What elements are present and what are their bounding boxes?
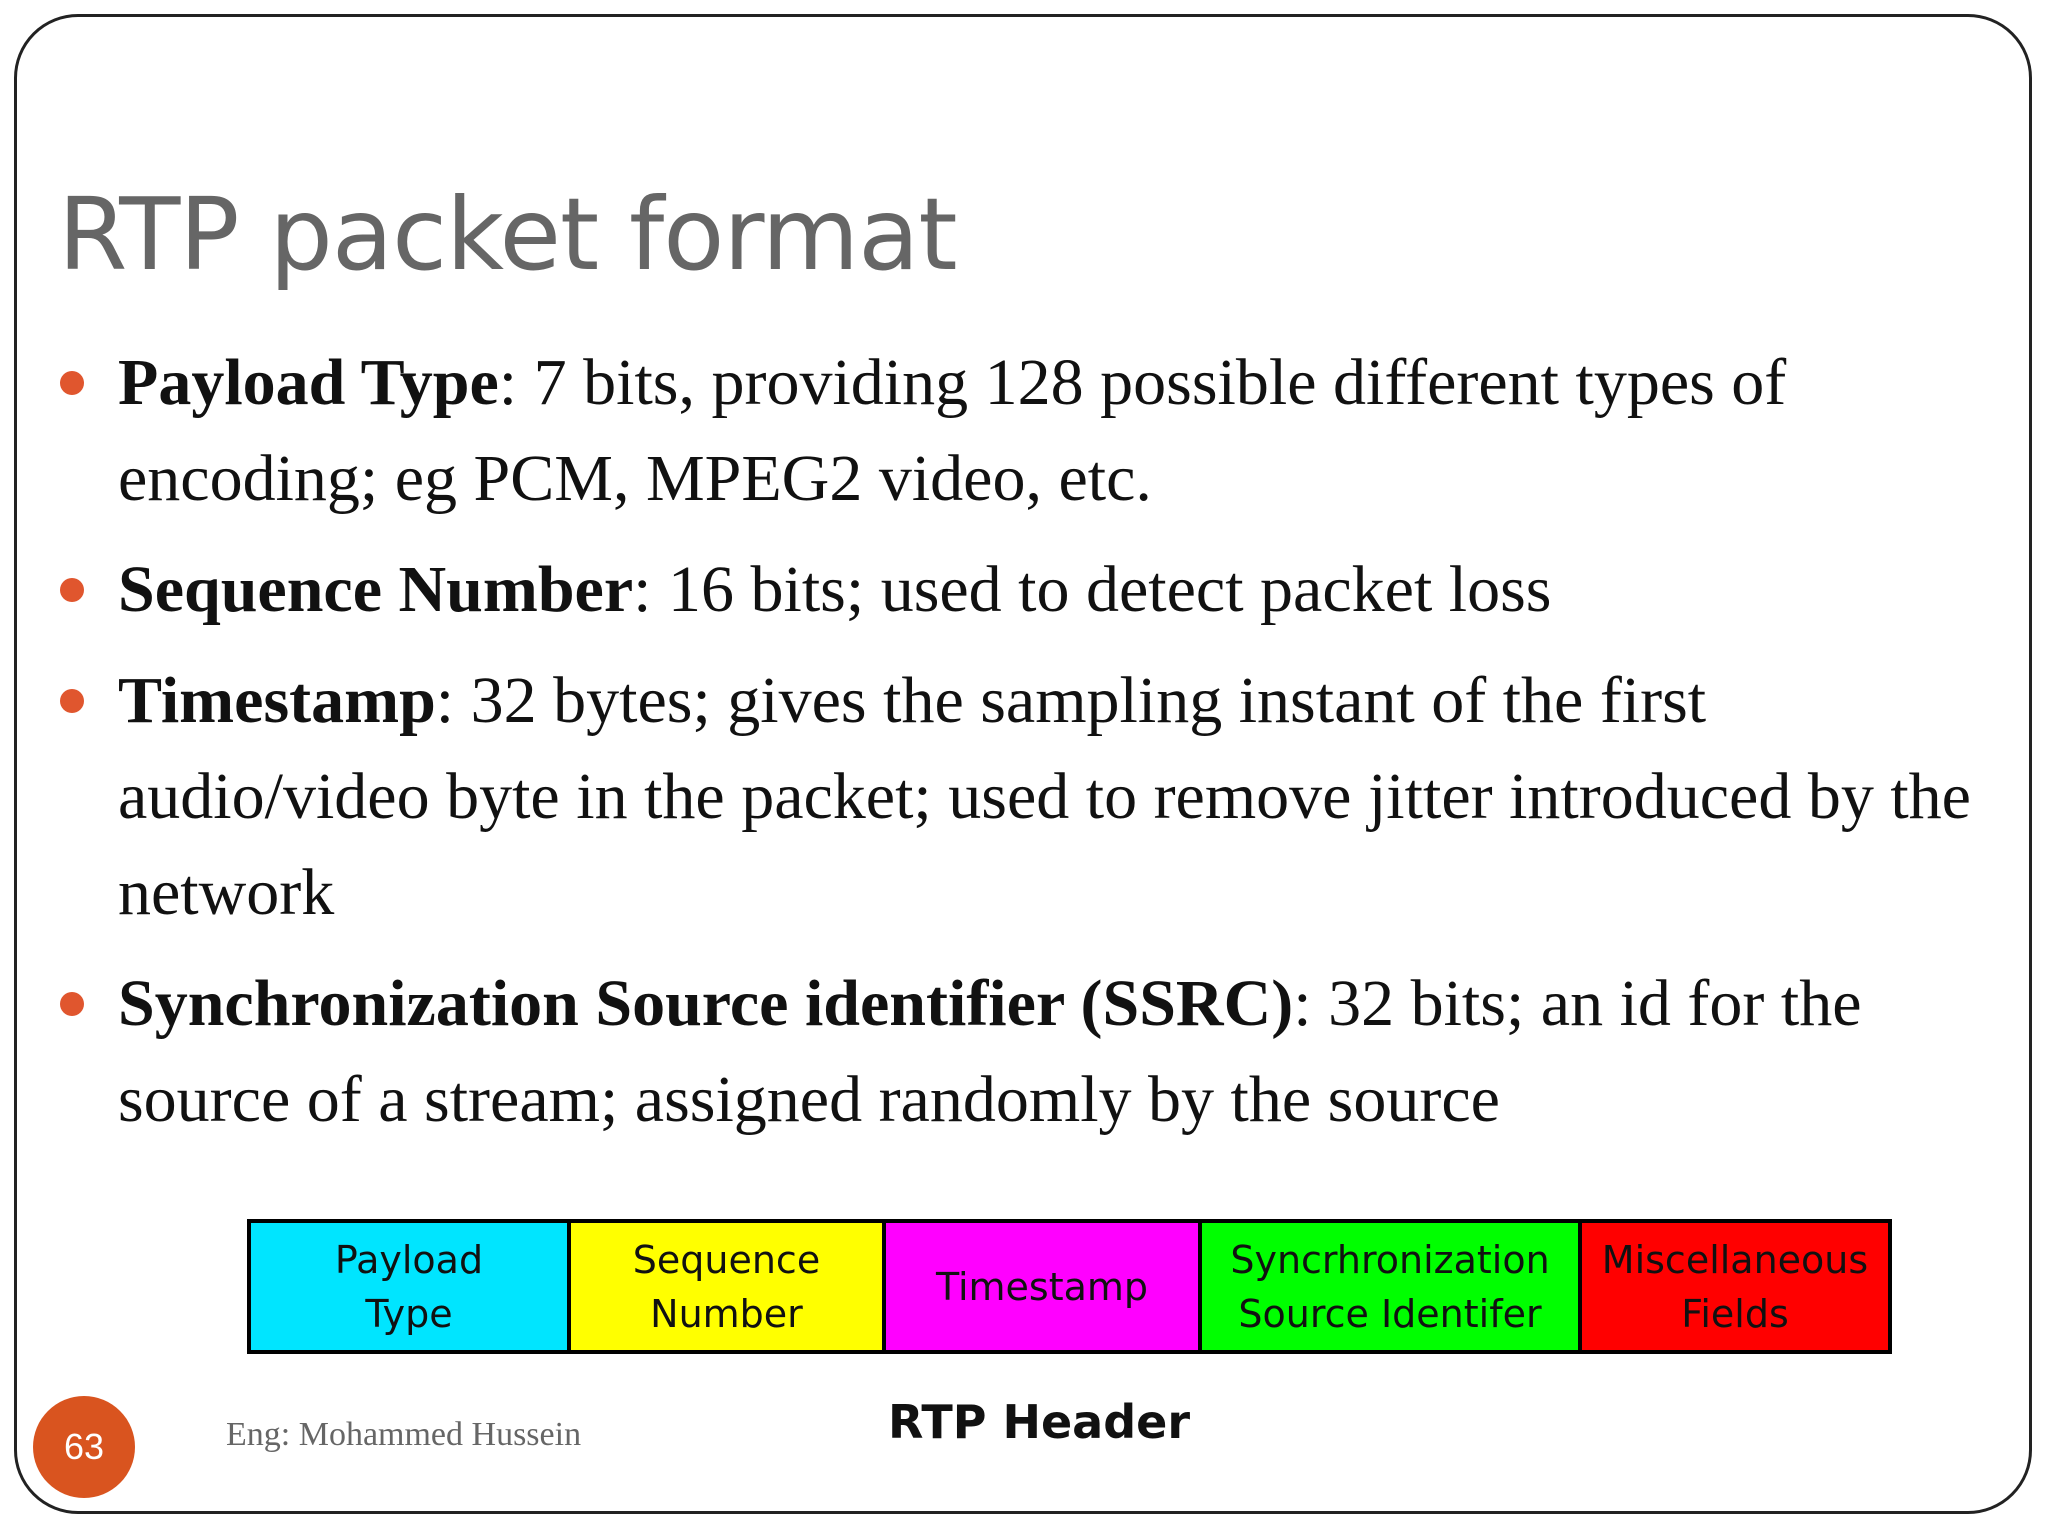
field-label: Sequence Number — [632, 1237, 821, 1336]
page-number-badge — [33, 1396, 135, 1498]
field-timestamp — [886, 1223, 1202, 1350]
bullet-text: : 7 bits, providing 128 possible different types of encoding; eg PCM, MPEG2 video, etc. — [118, 346, 1787, 515]
field-label: Timestamp — [935, 1264, 1149, 1309]
bullet-term: Payload Type — [118, 346, 499, 419]
bullet-list — [58, 335, 1978, 1163]
field-label: Syncrhronization Source Identifer — [1230, 1237, 1550, 1336]
bullet-dot-icon — [60, 689, 84, 713]
bullet-text: : 32 bytes; gives the sampling instant of the first audio/video byte in the packet; used to remove jitter introduced by the network — [118, 664, 1971, 929]
bullet-dot-icon — [60, 992, 84, 1016]
bullet-term: Sequence Number — [118, 553, 634, 626]
field-sequence-number — [571, 1223, 886, 1350]
bullet-term: Synchronization Source identifier (SSRC) — [118, 967, 1294, 1040]
diagram-caption: RTP Header — [888, 1395, 1191, 1449]
field-misc — [1582, 1223, 1888, 1350]
bullet-dot-icon — [60, 371, 84, 395]
field-label: Payload Type — [334, 1237, 484, 1336]
rtp-header-diagram — [247, 1219, 1892, 1354]
bullet-timestamp — [58, 653, 1978, 941]
slide-title: RTP packet format — [58, 176, 957, 293]
bullet-payload-type — [58, 335, 1978, 527]
footer-author: Eng: Mohammed Hussein — [226, 1416, 582, 1453]
field-ssrc — [1202, 1223, 1582, 1350]
field-label: Miscellaneous Fields — [1601, 1237, 1869, 1336]
page-number: 63 — [63, 1426, 105, 1467]
bullet-sequence-number — [58, 542, 1978, 638]
bullet-term: Timestamp — [118, 664, 436, 737]
field-payload-type — [251, 1223, 571, 1350]
bullet-text: : 16 bits; used to detect packet loss — [633, 553, 1552, 626]
bullet-ssrc — [58, 956, 1978, 1148]
bullet-text: : 32 bits; an id for the source of a stream; assigned randomly by the source — [118, 967, 1862, 1136]
bullet-dot-icon — [60, 578, 84, 602]
